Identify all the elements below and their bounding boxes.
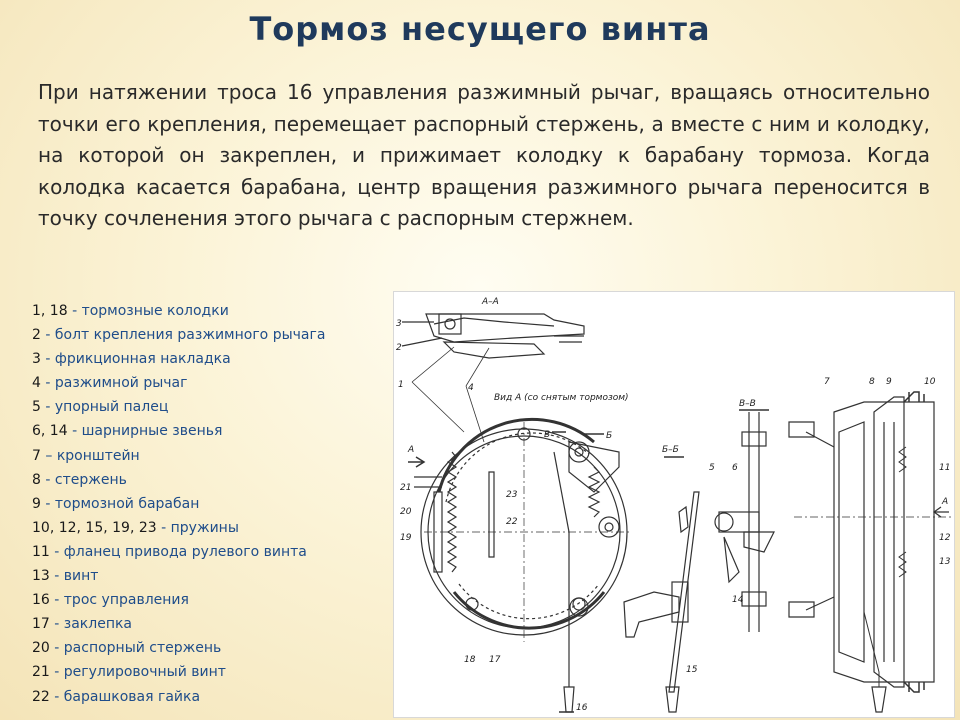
part-number-22: 22 [506,517,518,527]
legend-number: 7 [32,447,41,464]
legend-number: 22 [32,688,50,705]
parts-legend [32,299,392,709]
technical-drawing [394,292,954,717]
part-number-15: 15 [686,665,698,675]
part-number-11: 11 [939,463,951,473]
legend-number: 11 [32,543,50,560]
part-number-7: 7 [824,377,830,387]
legend-item [32,395,392,419]
label-section-aa: А–А [482,297,499,307]
legend-description: - заклепка [49,616,133,633]
legend-number: 20 [32,640,50,657]
legend-number: 8 [32,471,41,488]
legend-number: 1, 18 [32,303,68,319]
label-mark-a: А [408,445,415,455]
legend-description: - упорный палец [40,399,169,416]
legend-item [32,612,392,636]
part-number-9: 9 [886,377,892,387]
legend-item [32,636,392,660]
part-number-19: 19 [400,533,412,543]
part-number-17: 17 [489,655,501,665]
label-section-vv: В–В [739,399,756,409]
legend-number: 6, 14 [32,423,68,440]
legend-description: - шарнирные звенья [67,423,223,440]
part-number-16: 16 [576,703,588,713]
part-number-21: 21 [400,483,412,493]
legend-item [32,540,392,564]
legend-number: 9 [32,495,41,512]
legend-description: - регулировочный винт [49,664,226,681]
intro-paragraph: При натяжении троса 16 управления разжимный рычаг, вращаясь относительно точки его крепления, перемещает распорный стержень, а вместе с ним и колодку, на которой он закреплен, и прижимает колодку к барабану тормоза. Когда колодка касается барабана, центр вращения разжимного рычага переносится в точку сочленения этого рычага с распорным стержнем. [38,80,930,230]
legend-description: - пружины [156,519,239,536]
legend-item [32,323,392,347]
legend-description: - болт крепления разжимного рычага [40,327,326,344]
part-number-10: 10 [924,377,936,387]
legend-number: 4 [32,375,41,392]
legend-description: - тормозной барабан [40,495,200,512]
legend-description: - фланец привода рулевого винта [49,543,307,560]
legend-item [32,419,392,443]
brake-view-a [408,419,629,712]
legend-item [32,660,392,684]
legend-description: - барашковая гайка [49,688,201,705]
part-number-20: 20 [400,507,412,517]
label-mark-v: В [544,430,551,440]
legend-item [32,371,392,395]
legend-description: - распорный стержень [49,640,222,657]
rotor-brake-drawing [393,291,955,718]
part-number-23: 23 [506,490,518,500]
section-vv-detail [715,410,774,632]
legend-item [32,685,392,709]
legend-number: 17 [32,616,50,633]
part-number-5: 5 [709,463,715,473]
legend-number: 21 [32,664,50,681]
legend-description: - фрикционная накладка [40,351,231,368]
page-title: Тормоз несущего винта [249,10,711,48]
part-number-3: 3 [396,319,402,329]
section-aa-detail [402,314,584,358]
legend-item [32,516,392,540]
legend-item [32,347,392,371]
legend-description: - разжимной рычаг [40,375,188,392]
legend-item [32,444,392,468]
legend-description: – кронштейн [40,447,140,464]
legend-number: 2 [32,327,41,344]
label-mark-a-right: А [942,497,949,507]
legend-item [32,588,392,612]
part-number-8: 8 [869,377,875,387]
part-number-18: 18 [464,655,476,665]
part-number-1: 1 [398,380,404,390]
legend-description: - стержень [40,471,127,488]
legend-number: 10, 12, 15, 19, 23 [32,519,157,536]
legend-description: - трос управления [49,592,189,609]
label-section-bb: Б–Б [662,445,679,455]
legend-number: 13 [32,568,50,585]
legend-item [32,492,392,516]
legend-description: - винт [49,568,99,585]
legend-description: - тормозные колодки [67,303,229,319]
legend-number: 5 [32,399,41,416]
part-number-6: 6 [732,463,738,473]
label-view-a: Вид А (со снятым тормозом) [494,393,629,403]
legend-number: 16 [32,592,50,609]
part-number-4: 4 [468,383,474,393]
legend-item [32,299,392,323]
part-number-14: 14 [732,595,744,605]
legend-item [32,468,392,492]
legend-item [32,564,392,588]
part-number-2: 2 [396,343,402,353]
legend-number: 3 [32,351,41,368]
part-number-12: 12 [939,533,951,543]
part-number-13: 13 [939,557,951,567]
drum-cross-section [789,392,954,712]
label-mark-b: Б [606,431,613,441]
